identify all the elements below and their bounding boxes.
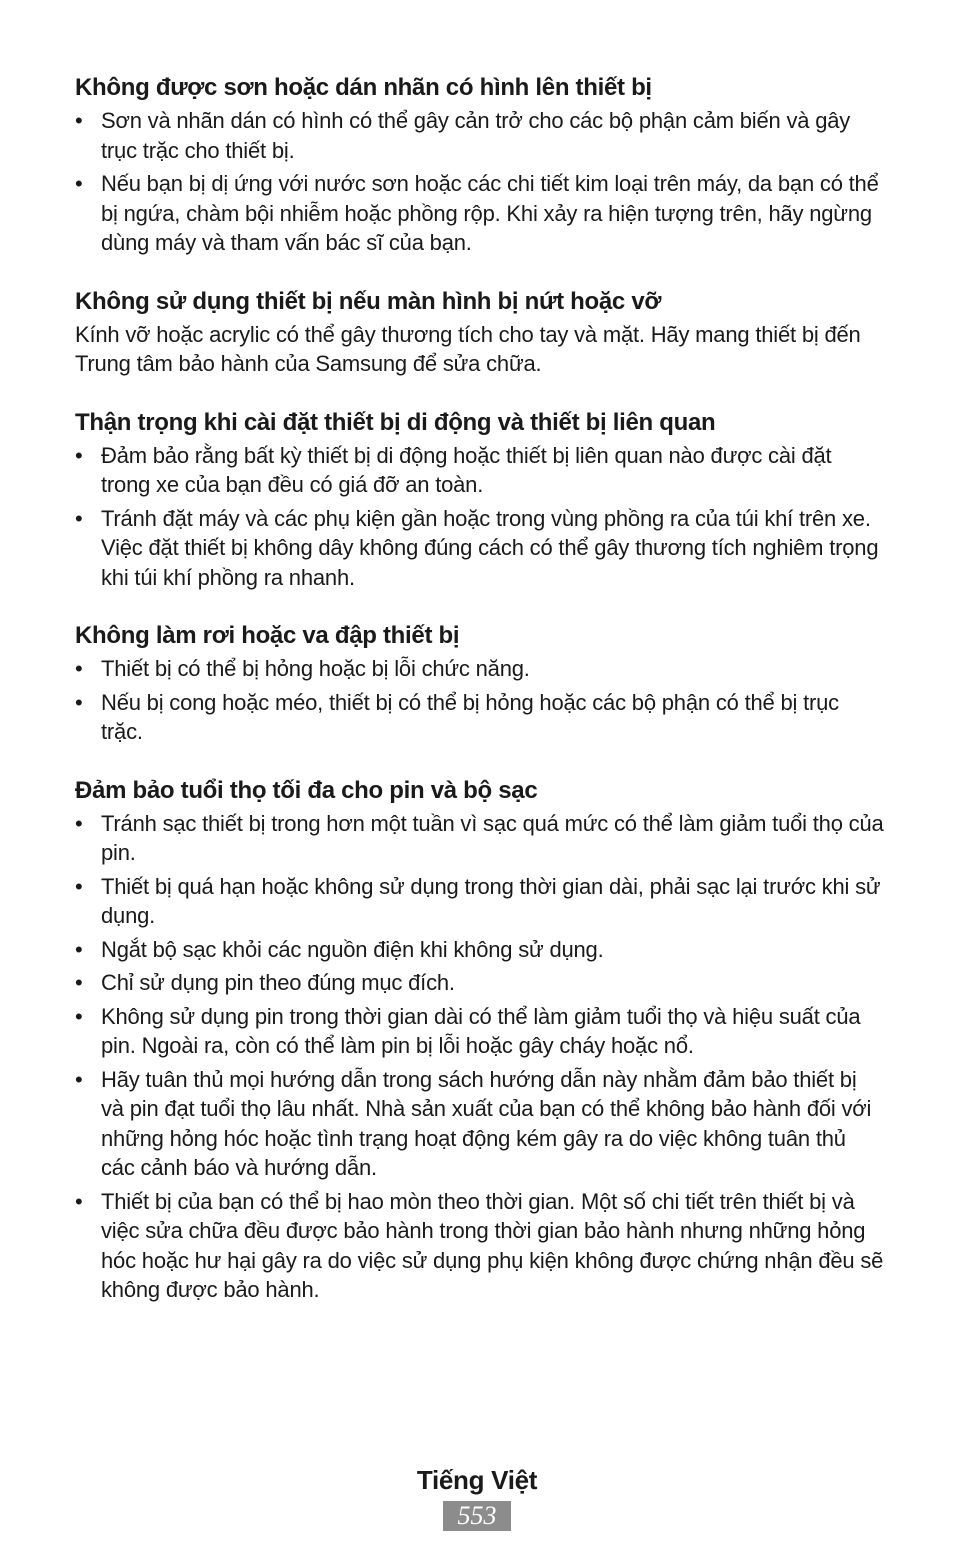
page-number: 553 (443, 1501, 511, 1531)
footer-language: Tiếng Việt (416, 1465, 538, 1495)
section-vehicle-install (75, 407, 885, 593)
bullet-icon: • (75, 505, 83, 531)
list-item (75, 504, 885, 593)
bullet-icon: • (75, 108, 83, 133)
list-item-text: Không sử dụng pin trong thời gian dài có thể làm giảm tuổi thọ và hiệu suất của pin. Ngoài ra, còn có thể làm pin bị lỗi hoặc gây cháy hoặc nổ. (101, 1003, 861, 1058)
bullet-list (75, 441, 885, 593)
bullet-icon: • (75, 810, 83, 836)
document-body (75, 72, 885, 1309)
section-cracked-screen (75, 286, 885, 379)
page-footer (0, 1462, 954, 1531)
list-item (75, 809, 885, 868)
section-drop-impact (75, 620, 885, 747)
list-item (75, 1002, 885, 1061)
list-item-text: Thiết bị của bạn có thể bị hao mòn theo thời gian. Một số chi tiết trên thiết bị và việc sửa chữa đều được bảo hành trong thời gian bảo hành nhưng những hỏng hóc hoặc hư hại gây ra do việc sử dụng phụ kiện không được chứng nhận đều sẽ không được bảo hành. (101, 1188, 884, 1302)
list-item (75, 935, 885, 965)
list-item (75, 169, 885, 258)
list-item-text: Nếu bạn bị dị ứng với nước sơn hoặc các chi tiết kim loại trên máy, da bạn có thể bị ngứa, chàm bội nhiễm hoặc phồng rộp. Khi xảy ra hiện tượng trên, hãy ngừng dùng máy và tham vấn bác sĩ của bạn. (101, 171, 879, 255)
section-battery-life (75, 775, 885, 1305)
section-no-paint-stickers (75, 72, 885, 258)
section-heading: Thận trọng khi cài đặt thiết bị di động và thiết bị liên quan (75, 408, 716, 436)
bullet-icon: • (75, 1188, 83, 1214)
list-item (75, 688, 885, 747)
list-item-text: Hãy tuân thủ mọi hướng dẫn trong sách hướng dẫn này nhằm đảm bảo thiết bị và pin đạt tuổi thọ lâu nhất. Nhà sản xuất của bạn có thể không bảo hành đối với những hỏng hóc hoặc tình trạng hoạt động kém gây ra do việc không tuân thủ các cảnh báo và hướng dẫn. (101, 1066, 872, 1180)
bullet-icon: • (75, 656, 83, 681)
list-item-text: Chỉ sử dụng pin theo đúng mục đích. (101, 970, 455, 995)
list-item (75, 872, 885, 931)
bullet-list (75, 106, 885, 258)
list-item (75, 654, 885, 684)
list-item (75, 968, 885, 998)
bullet-icon: • (75, 1003, 83, 1029)
list-item (75, 441, 885, 500)
list-item (75, 1187, 885, 1305)
bullet-list (75, 809, 885, 1305)
list-item (75, 106, 885, 165)
bullet-icon: • (75, 689, 83, 715)
list-item (75, 1065, 885, 1183)
list-item-text: Đảm bảo rằng bất kỳ thiết bị di động hoặc thiết bị liên quan nào được cài đặt trong xe của bạn đều có giá đỡ an toàn. (101, 442, 832, 497)
section-heading: Không làm rơi hoặc va đập thiết bị (75, 622, 460, 649)
section-heading: Không sử dụng thiết bị nếu màn hình bị nứt hoặc vỡ (75, 287, 662, 315)
list-item-text: Thiết bị quá hạn hoặc không sử dụng trong thời gian dài, phải sạc lại trước khi sử dụng. (101, 873, 881, 928)
bullet-icon: • (75, 936, 83, 962)
bullet-icon: • (75, 1066, 83, 1092)
section-heading: Đảm bảo tuổi thọ tối đa cho pin và bộ sạc (75, 776, 538, 804)
bullet-icon: • (75, 171, 83, 196)
bullet-icon: • (75, 442, 83, 468)
list-item-text: Sơn và nhãn dán có hình có thể gây cản trở cho các bộ phận cảm biến và gây trục trặc cho thiết bị. (101, 108, 851, 163)
bullet-icon: • (75, 970, 83, 995)
list-item-text: Tránh sạc thiết bị trong hơn một tuần vì sạc quá mức có thể làm giảm tuổi thọ của pin. (101, 810, 884, 865)
section-heading: Không được sơn hoặc dán nhãn có hình lên thiết bị (75, 74, 652, 101)
list-item-text: Thiết bị có thể bị hỏng hoặc bị lỗi chức năng. (101, 656, 530, 681)
list-item-text: Tránh đặt máy và các phụ kiện gần hoặc trong vùng phồng ra của túi khí trên xe. Việc đặt thiết bị không dây không đúng cách có thể gây thương tích nghiêm trọng khi túi khí phồng ra nhanh. (101, 505, 879, 590)
bullet-list (75, 654, 885, 747)
list-item-text: Nếu bị cong hoặc méo, thiết bị có thể bị hỏng hoặc các bộ phận có thể bị trục trặc. (101, 689, 839, 744)
list-item-text: Ngắt bộ sạc khỏi các nguồn điện khi không sử dụng. (101, 936, 604, 962)
section-paragraph: Kính vỡ hoặc acrylic có thể gây thương tích cho tay và mặt. Hãy mang thiết bị đến Trung tâm bảo hành của Samsung để sửa chữa. (75, 321, 861, 376)
page-number-wrap (0, 1501, 954, 1531)
bullet-icon: • (75, 873, 83, 899)
